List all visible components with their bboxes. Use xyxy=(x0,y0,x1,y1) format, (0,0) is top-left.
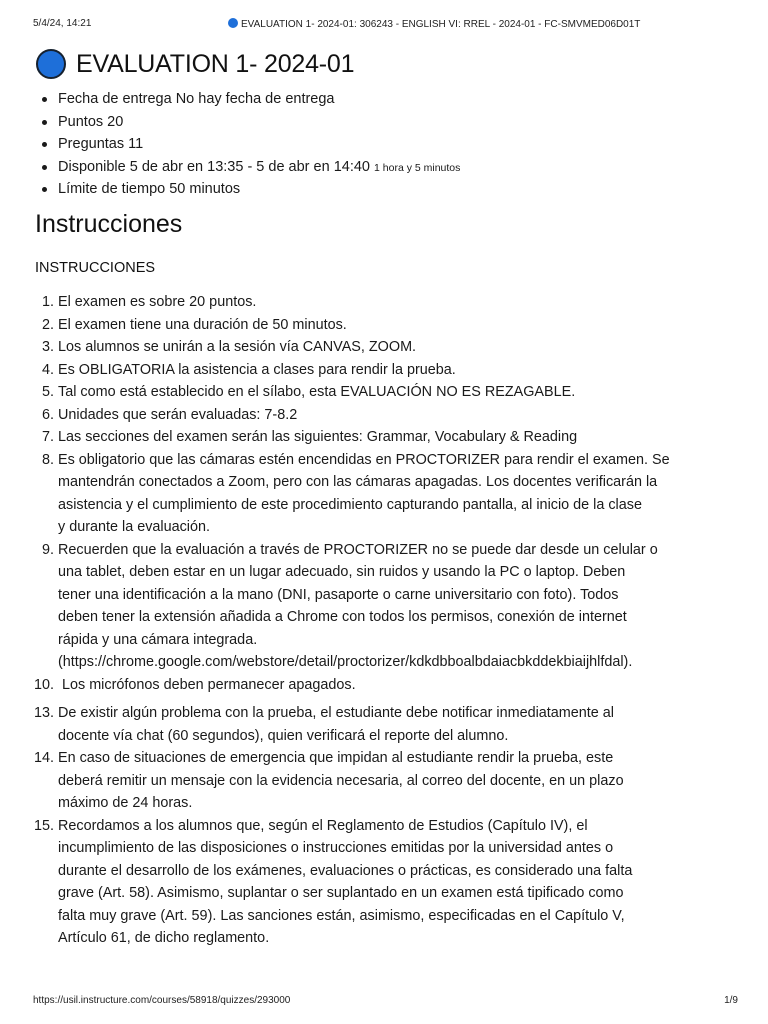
instruction-number: 4. xyxy=(41,361,54,378)
quiz-detail-text: Disponible 5 de abr en 13:35 - 5 de abr en 14:40 xyxy=(58,158,375,175)
quiz-detail-item xyxy=(58,133,460,156)
instruction-item xyxy=(30,449,740,539)
instruction-line: En caso de situaciones de emergencia que impidan al estudiante rendir la prueba, este xyxy=(58,750,614,766)
instruction-line: grave (Art. 58). Asimismo, suplantar o ser suplantado en un examen está tipificado como xyxy=(58,885,624,901)
instruction-line: rápida y una cámara integrada. xyxy=(58,631,258,648)
instruction-number: 1. xyxy=(41,294,54,310)
instruction-line: incumplimiento de las disposiciones o instrucciones emitidas por la universidad antes o xyxy=(58,840,614,856)
instruction-item xyxy=(30,291,740,314)
instruction-line: El examen es sobre 20 puntos. xyxy=(58,294,257,310)
instruction-item xyxy=(30,314,740,337)
quiz-detail-text: Puntos 20 xyxy=(58,113,124,130)
instruction-line: Recuerden que la evaluación a través de PROCTORIZER no se puede dar desde un celular o xyxy=(58,541,658,558)
instruction-line: Las secciones del examen serán las siguientes: Grammar, Vocabulary & Reading xyxy=(58,429,578,445)
instruction-line: Tal como está establecido en el sílabo, esta EVALUACIÓN NO ES REZAGABLE. xyxy=(58,384,576,400)
instruction-number: 3. xyxy=(41,339,54,355)
print-document-title-text: EVALUATION 1- 2024-01: 306243 - ENGLISH VI: RREL - 2024-01 - FC-SMVMED06D01T xyxy=(241,19,641,30)
instruction-item xyxy=(30,539,740,674)
instruction-number: 10. xyxy=(33,676,54,693)
quiz-detail-text: Preguntas 11 xyxy=(58,136,144,152)
quiz-detail-item xyxy=(58,88,460,111)
instruction-item xyxy=(30,426,740,449)
quiz-details-list xyxy=(58,88,460,201)
quiz-title xyxy=(36,44,354,84)
instruction-number: 14. xyxy=(33,750,54,766)
instruction-number: 5. xyxy=(41,384,54,400)
instruction-number: 13. xyxy=(33,705,54,721)
instructions-list xyxy=(30,291,740,950)
print-footer xyxy=(33,995,738,1009)
instruction-number: 9. xyxy=(41,541,54,558)
instruction-line: Recordamos a los alumnos que, según el Reglamento de Estudios (Capítulo IV), el xyxy=(58,817,588,834)
instruction-line: deberá remitir un mensaje con la evidencia necesaria, al correo del docente, en un plazo xyxy=(58,772,624,789)
instruction-line: falta muy grave (Art. 59). Las sanciones están, asimismo, especificadas en el Capítulo V, xyxy=(58,907,625,924)
blue-circle-icon xyxy=(228,18,238,28)
instruction-line: Es obligatorio que las cámaras estén encendidas en PROCTORIZER para rendir el examen. Se xyxy=(58,451,670,468)
instruction-line: docente vía chat (60 segundos), quien verificará el reporte del alumno. xyxy=(58,727,509,744)
instruction-line: asistencia y el cumplimiento de este procedimiento capturando pantalla, al inicio de la clase xyxy=(58,496,642,513)
quiz-detail-text: Fecha de entrega No hay fecha de entrega xyxy=(58,91,335,107)
instruction-line: Unidades que serán evaluadas: 7-8.2 xyxy=(58,406,298,423)
instruction-item xyxy=(30,815,740,950)
instruction-line: De existir algún problema con la prueba, el estudiante debe notificar inmediatamente al xyxy=(58,705,614,721)
print-header xyxy=(33,18,738,32)
print-footer-url: https://usil.instructure.com/courses/58918/quizzes/293000 xyxy=(33,995,291,1006)
instruction-line: El examen tiene una duración de 50 minutos. xyxy=(58,316,347,333)
instruction-line: Es OBLIGATORIA la asistencia a clases para rendir la prueba. xyxy=(58,361,456,378)
instruction-line: mantendrán conectados a Zoom, pero con las cámaras apagadas. Los docentes verificarán la xyxy=(58,474,658,490)
instruction-line: (https://chrome.google.com/webstore/detail/proctorizer/kdkdbboalbdaiacbkddekbiaijhlfdal). xyxy=(58,654,633,670)
instruction-item xyxy=(30,404,740,427)
quiz-detail-item xyxy=(58,156,460,179)
instruction-line: y durante la evaluación. xyxy=(58,519,211,535)
instruction-item xyxy=(30,702,740,747)
instruction-line: máximo de 24 horas. xyxy=(58,795,193,811)
quiz-detail-item xyxy=(58,111,460,134)
quiz-detail-text: Límite de tiempo 50 minutos xyxy=(58,181,241,197)
instruction-item xyxy=(30,747,740,815)
instruction-number: 7. xyxy=(41,429,54,445)
print-document-title xyxy=(228,18,640,30)
blue-circle-icon xyxy=(36,49,66,79)
instruction-item xyxy=(30,674,740,697)
instruction-item xyxy=(30,381,740,404)
instruction-line: Los alumnos se unirán a la sesión vía CANVAS, ZOOM. xyxy=(58,339,417,355)
instructions-subheading: INSTRUCCIONES xyxy=(35,260,156,276)
instruction-item xyxy=(30,359,740,382)
page-number: 1/9 xyxy=(724,995,738,1006)
instruction-line: deben tener la extensión añadida a Chrome con todos los permisos, conexión de internet xyxy=(58,609,627,625)
instruction-item xyxy=(30,336,740,359)
quiz-detail-item xyxy=(58,178,460,201)
instruction-line: una tablet, deben estar en un lugar adecuado, sin ruidos y usando la PC o laptop. Deben xyxy=(58,564,626,580)
instruction-number: 8. xyxy=(41,451,54,468)
instruction-number: 6. xyxy=(41,406,54,423)
instruction-line: Los micrófonos deben permanecer apagados. xyxy=(58,676,356,693)
instruction-line: durante el desarrollo de los exámenes, evaluaciones o prácticas, es considerado una falta xyxy=(58,862,633,879)
section-heading: Instrucciones xyxy=(35,210,183,238)
print-datetime: 5/4/24, 14:21 xyxy=(33,18,92,29)
quiz-title-text: EVALUATION 1- 2024-01 xyxy=(76,49,355,78)
instruction-line: Artículo 61, de dicho reglamento. xyxy=(58,930,270,946)
instruction-line: tener una identificación a la mano (DNI, pasaporte o carne universitario con foto). Todos xyxy=(58,586,619,603)
quiz-detail-duration: 1 hora y 5 minutos xyxy=(374,161,461,174)
instruction-number: 2. xyxy=(41,316,54,333)
instruction-number: 15. xyxy=(33,817,54,834)
